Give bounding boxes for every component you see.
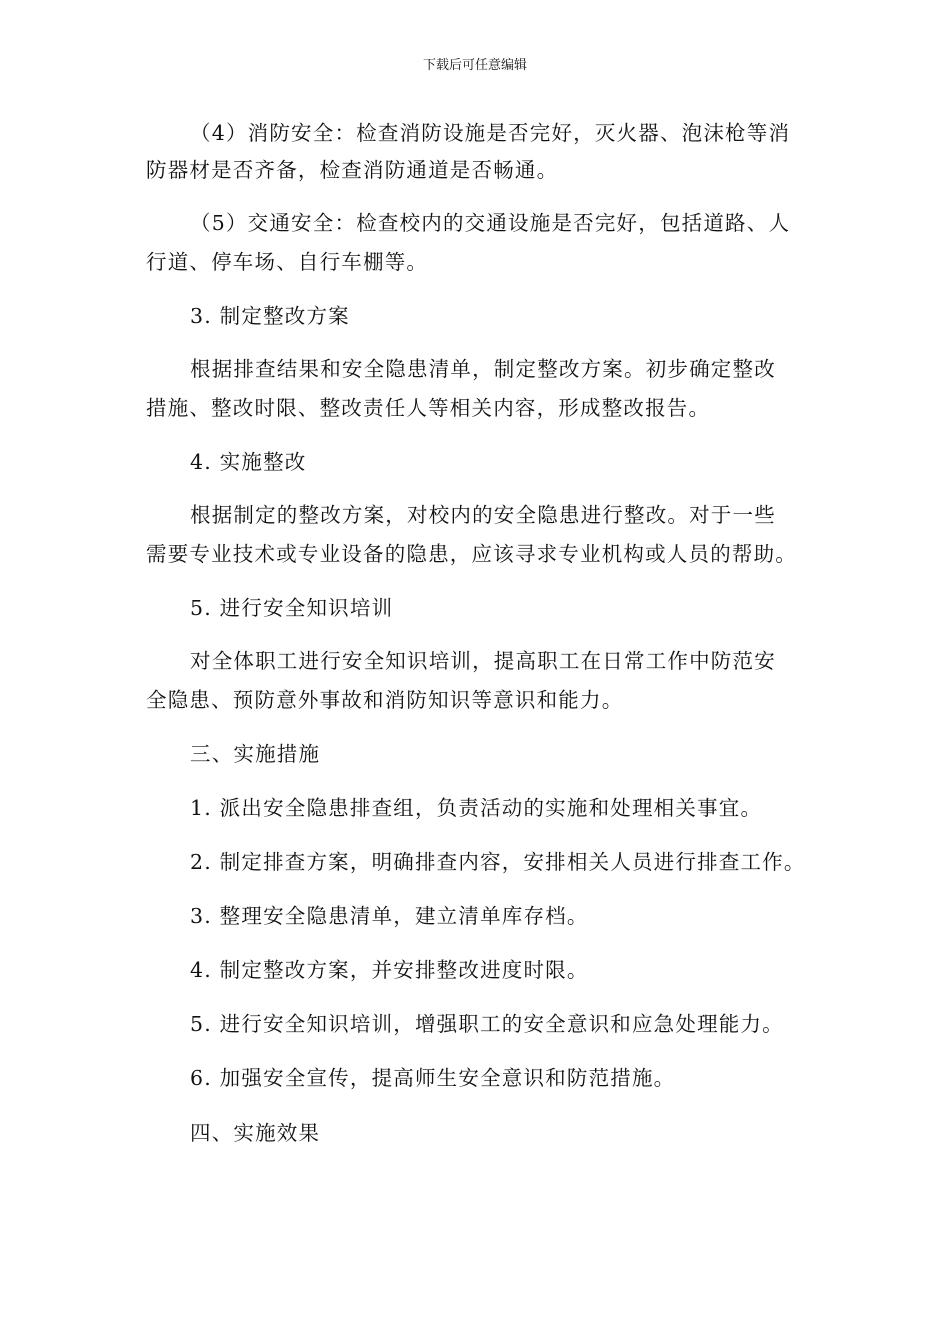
- paragraph-rectification-plan-line-2: 措施、整改时限、整改责任人等相关内容，形成整改报告。: [146, 396, 711, 420]
- paragraph-traffic-safety-line-1: （5）交通安全：检查校内的交通设施是否完好，包括道路、人: [190, 211, 791, 235]
- paragraph-fire-safety-line-1: （4）消防安全：检查消防设施是否完好，灭火器、泡沫枪等消: [190, 121, 791, 145]
- paragraph-safety-training-line-1: 对全体职工进行安全知识培训，提高职工在日常工作中防范安: [190, 649, 776, 673]
- list-item: 2. 制定排查方案，明确排查内容，安排相关人员进行排查工作。: [190, 850, 806, 874]
- list-item: 3. 整理安全隐患清单，建立清单库存档。: [190, 904, 589, 928]
- list-item: 4. 制定整改方案，并安排整改进度时限。: [190, 958, 589, 982]
- section-title-measures: 三、实施措施: [190, 742, 321, 766]
- heading-rectification-plan: 3. 制定整改方案: [190, 304, 350, 328]
- section-title-effects: 四、实施效果: [190, 1121, 321, 1145]
- paragraph-safety-training-line-2: 全隐患、预防意外事故和消防知识等意识和能力。: [146, 688, 624, 712]
- paragraph-rectification-plan-line-1: 根据排查结果和安全隐患清单，制定整改方案。初步确定整改: [190, 357, 776, 381]
- paragraph-traffic-safety-line-2: 行道、停车场、自行车棚等。: [146, 250, 429, 274]
- list-item: 5. 进行安全知识培训，增强职工的安全意识和应急处理能力。: [190, 1012, 784, 1036]
- list-item: 1. 派出安全隐患排查组，负责活动的实施和处理相关事宜。: [190, 796, 763, 820]
- paragraph-implement-rectification-line-2: 需要专业技术或专业设备的隐患，应该寻求专业机构或人员的帮助。: [146, 542, 797, 566]
- list-item: 6. 加强安全宣传，提高师生安全意识和防范措施。: [190, 1066, 676, 1090]
- paragraph-implement-rectification-line-1: 根据制定的整改方案，对校内的安全隐患进行整改。对于一些: [190, 503, 776, 527]
- paragraph-fire-safety-line-2: 防器材是否齐备，检查消防通道是否畅通。: [146, 158, 559, 182]
- heading-safety-training: 5. 进行安全知识培训: [190, 596, 394, 620]
- heading-implement-rectification: 4. 实施整改: [190, 450, 307, 474]
- page-header: 下载后可任意编辑: [422, 58, 527, 73]
